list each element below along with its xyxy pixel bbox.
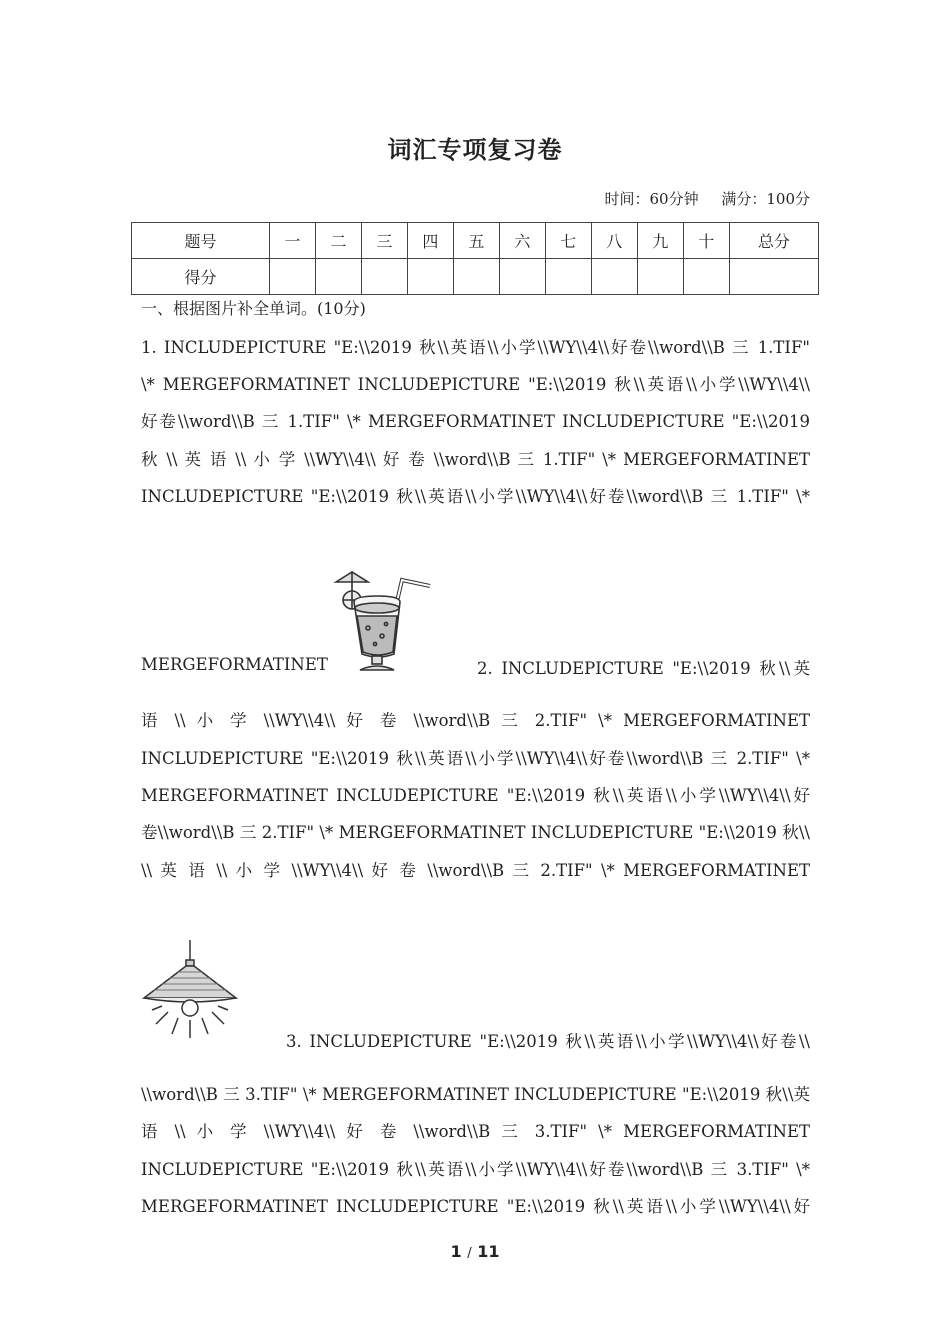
header-cell: 三: [361, 223, 407, 259]
score-cell[interactable]: [315, 259, 361, 295]
text-line: 秋 \\ 英 语 \\ 小 学 \\WY\\4\\ 好 卷 \\word\\B 三 1.TIF" \* MERGEFORMATINET: [141, 450, 810, 469]
text-line: 好卷\\word\\B 三 1.TIF" \* MERGEFORMATINET INCLUDEPICTURE "E:\\2019: [141, 412, 810, 431]
header-cell: 七: [545, 223, 591, 259]
page-title: 词汇专项复习卷: [387, 135, 563, 164]
header-cell: 总分: [729, 223, 818, 259]
text-line: \* MERGEFORMATINET INCLUDEPICTURE "E:\\2019 秋\\英语\\小学\\WY\\4\\: [141, 375, 810, 394]
text-line: 2. INCLUDEPICTURE "E:\\2019 秋\\英: [477, 659, 810, 678]
page-separator: /: [467, 1246, 472, 1261]
ceiling-lamp-icon: [140, 938, 240, 1042]
score-row-label: 得分: [132, 259, 270, 295]
text-line: MERGEFORMATINET: [141, 655, 328, 674]
text-line: 1. INCLUDEPICTURE "E:\\2019 秋\\英语\\小学\\WY\\4\\好卷\\word\\B 三 1.TIF": [141, 338, 810, 357]
score-cell[interactable]: [637, 259, 683, 295]
header-cell: 五: [453, 223, 499, 259]
header-cell: 题号: [132, 223, 270, 259]
text-line: \\word\\B 三 3.TIF" \* MERGEFORMATINET INCLUDEPICTURE "E:\\2019 秋\\英: [141, 1085, 810, 1104]
text-line: 3. INCLUDEPICTURE "E:\\2019 秋\\英语\\小学\\WY\\4\\好卷\\: [286, 1032, 810, 1051]
header-cell: 二: [315, 223, 361, 259]
text-line: MERGEFORMATINET INCLUDEPICTURE "E:\\2019 秋\\英语\\小学\\WY\\4\\好: [141, 1197, 810, 1216]
page-number: [0, 1242, 950, 1261]
full-score: 满分：100分: [721, 190, 810, 208]
header-cell: 八: [591, 223, 637, 259]
text-line: \\ 英 语 \\ 小 学 \\WY\\4\\ 好 卷 \\word\\B 三 2.TIF" \* MERGEFORMATINET: [141, 861, 810, 880]
text-line: INCLUDEPICTURE "E:\\2019 秋\\英语\\小学\\WY\\4\\好卷\\word\\B 三 1.TIF" \*: [141, 487, 810, 506]
score-cell[interactable]: [361, 259, 407, 295]
header-cell: 九: [637, 223, 683, 259]
score-cell[interactable]: [407, 259, 453, 295]
score-cell[interactable]: [270, 259, 316, 295]
text-line: 卷\\word\\B 三 2.TIF" \* MERGEFORMATINET INCLUDEPICTURE "E:\\2019 秋\\: [141, 823, 810, 842]
header-cell: 四: [407, 223, 453, 259]
section-heading: 一、根据图片补全单词。(10分): [141, 299, 366, 318]
score-table-score-row: [132, 259, 819, 295]
header-cell: 一: [270, 223, 316, 259]
juice-glass-icon: [330, 566, 440, 676]
current-page: 1: [450, 1242, 462, 1261]
exam-meta: [586, 188, 810, 209]
text-line: 语 \\ 小 学 \\WY\\4\\ 好 卷 \\word\\B 三 3.TIF" \* MERGEFORMATINET: [141, 1122, 810, 1141]
score-table: [131, 222, 819, 295]
score-cell[interactable]: [499, 259, 545, 295]
score-cell[interactable]: [545, 259, 591, 295]
text-line: INCLUDEPICTURE "E:\\2019 秋\\英语\\小学\\WY\\4\\好卷\\word\\B 三 2.TIF" \*: [141, 749, 810, 768]
time-limit: 时间：60分钟: [604, 190, 699, 208]
text-line: MERGEFORMATINET INCLUDEPICTURE "E:\\2019 秋\\英语\\小学\\WY\\4\\好: [141, 786, 810, 805]
score-cell[interactable]: [591, 259, 637, 295]
score-cell[interactable]: [453, 259, 499, 295]
score-cell[interactable]: [683, 259, 729, 295]
text-line: 语 \\ 小 学 \\WY\\4\\ 好 卷 \\word\\B 三 2.TIF" \* MERGEFORMATINET: [141, 711, 810, 730]
score-table-header-row: [132, 223, 819, 259]
header-cell: 十: [683, 223, 729, 259]
total-pages: 11: [477, 1242, 500, 1261]
score-cell[interactable]: [729, 259, 818, 295]
text-line: INCLUDEPICTURE "E:\\2019 秋\\英语\\小学\\WY\\4\\好卷\\word\\B 三 3.TIF" \*: [141, 1160, 810, 1179]
header-cell: 六: [499, 223, 545, 259]
